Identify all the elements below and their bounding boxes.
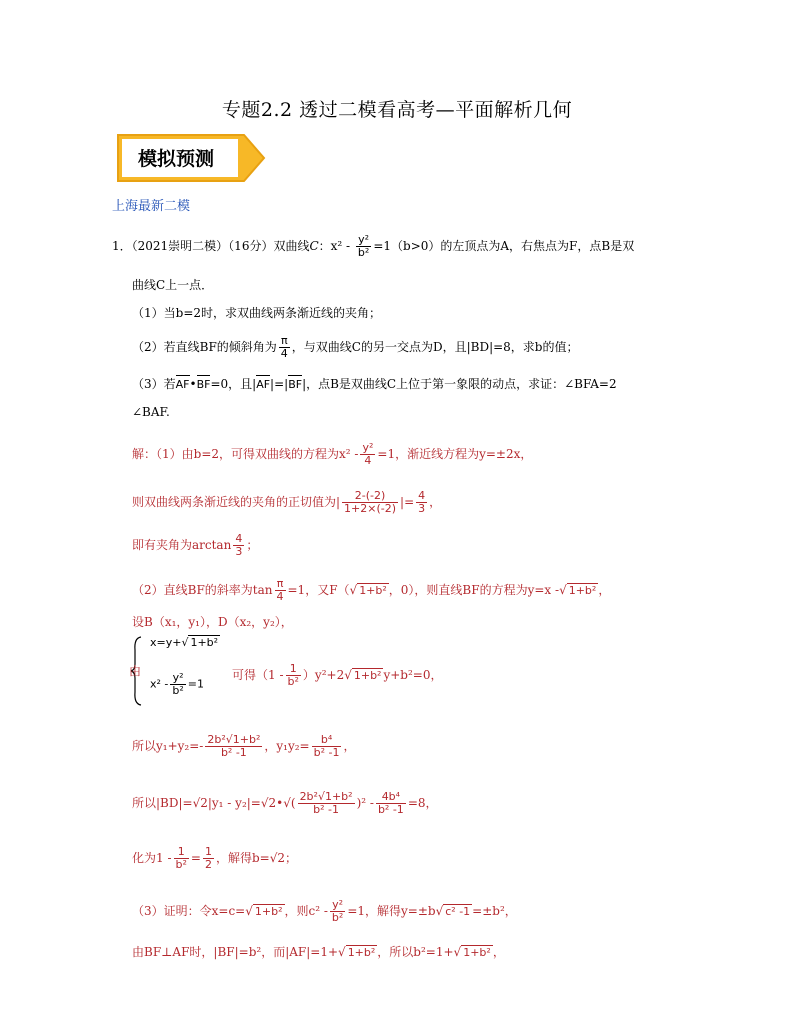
fraction: $\frac{\text{2b²√1+b²}}{\text{b² -1}}$ xyxy=(207,733,261,759)
solution-line-11: 由BF⊥AF时，|BF|=b²，而|AF|=1+√ 1+b² ，所以b²=1+√ 1+b² ， xyxy=(132,945,505,959)
fraction: $\frac{\pi}{4}$ xyxy=(280,334,288,360)
fraction: $\frac{\text{4b⁴}}{\text{b² -1}}$ xyxy=(377,790,404,816)
page-title: 专题2.2 透过二模看高考—平面解析几何 xyxy=(221,99,573,121)
fraction: $\frac{4}{3}$ xyxy=(235,532,243,558)
solution-line-1: 解：（1）由b=2，可得双曲线的方程为x² - $\frac{\text{y²}}{4}$ =1，渐近线方程为y=±2x， xyxy=(132,441,533,467)
badge-label: 模拟预测 xyxy=(138,148,215,170)
fraction: $\frac{4}{3}$ xyxy=(418,489,426,515)
question-3: （3）若AF•BF=0，且|AF|=|BF|，点B是双曲线C上位于第一象限的动点，求证：∠BFA=2 xyxy=(132,377,617,391)
problem-text: ：x² - xyxy=(318,239,351,253)
vector: AF xyxy=(256,378,271,391)
problem-number: 1． xyxy=(112,239,132,253)
question-2: （2）若直线BF的倾斜角为 $\frac{\pi}{4}$ ，与双曲线C的另一交点为D，且|BD|=8，求b的值； xyxy=(132,334,579,360)
question-3-cont: ∠BAF. xyxy=(132,405,170,419)
sqrt: √ 1+b² xyxy=(349,583,387,597)
fraction: $\frac{\text{y²}}{\text{b²}}$ xyxy=(357,233,370,259)
fraction: $\frac{1}{\text{b²}}$ xyxy=(175,845,187,871)
fraction: $\frac{\text{y²}}{4}$ xyxy=(362,441,374,467)
vector: BF xyxy=(196,378,211,391)
section-badge xyxy=(116,133,266,183)
solution-line-4: （2）直线BF的斜率为tan $\frac{\pi}{4}$ =1，又F（√ 1+b² ，0），则直线BF的方程为y=x -√ 1+b² ， xyxy=(132,577,611,603)
solution-line-3: 即有夹角为arctan $\frac{4}{3}$ ； xyxy=(132,532,259,558)
solution-line-8: 所以|BD|=√2|y₁ - y₂|=√2•√( $\frac{\text{2b²√1+b²}}{\text{b² -1}}$ )² - $\frac{\text{4b⁴}}{\text{b² -1}}$ =8， xyxy=(132,790,438,816)
solution-line-7: 所以y₁+y₂=- $\frac{\text{2b²√1+b²}}{\text{b² -1}}$ ，y₁y₂= $\frac{\text{b⁴}}{\text{b² -1}}$ ， xyxy=(132,733,356,759)
fraction: $\frac{2-(-2)}{1+2\times(-2)}$ xyxy=(344,489,397,515)
vector: BF xyxy=(288,378,303,391)
solution-line-5: 设B（x₁，y₁），D（x₂，y₂）， xyxy=(132,615,293,629)
fraction: $\frac{1}{2}$ xyxy=(204,845,212,871)
fraction: $\frac{\text{2b²√1+b²}}{\text{b² -1}}$ xyxy=(299,790,353,816)
problem-line-1 xyxy=(112,234,634,259)
system-eq-1: x=y+√ 1+b² xyxy=(150,636,219,649)
problem-text: =1（b>0）的左顶点为A，右焦点为F，点B是双 xyxy=(373,239,635,253)
system-eq-2: x² - $\frac{\text{y²}}{\text{b²}}$ =1 xyxy=(150,671,205,697)
question-1: （1）当b=2时，求双曲线两条渐近线的夹角； xyxy=(132,306,382,320)
solution-line-10: （3）证明：令x=c=√ 1+b² ，则c² - $\frac{\text{y²}}{\text{b²}}$ =1，解得y=±b√ c² -1 =±b²， xyxy=(132,898,517,924)
problem-text: （2021崇明二模）（16分）双曲线 xyxy=(131,239,310,253)
solution-line-6-prefix: 由 xyxy=(129,664,142,678)
solution-line-9: 化为1 - $\frac{1}{\text{b²}}$ = $\frac{1}{2}$ ，解得b=√2； xyxy=(132,845,298,871)
fraction: $\frac{\text{y²}}{\text{b²}}$ xyxy=(331,898,344,924)
solution-line-6: 可得（1 - $\frac{1}{\text{b²}}$ ）y²+2√ 1+b² y+b²=0， xyxy=(232,662,443,688)
section-subhead: 上海最新二模 xyxy=(112,199,191,214)
sqrt: √ 1+b² xyxy=(559,583,597,597)
solution-line-2: 则双曲线两条渐近线的夹角的正切值为| $\frac{2-(-2)}{1+2\times(-2)}$ |= $\frac{4}{3}$ ， xyxy=(132,489,442,515)
fraction: $\frac{\text{b⁴}}{\text{b² -1}}$ xyxy=(313,733,340,759)
vector: AF xyxy=(175,378,190,391)
problem-line-2: 曲线C上一点． xyxy=(132,278,214,292)
problem-text: C xyxy=(309,239,319,253)
fraction: $\frac{\pi}{4}$ xyxy=(276,577,284,603)
fraction: $\frac{1}{\text{b²}}$ xyxy=(287,662,299,688)
